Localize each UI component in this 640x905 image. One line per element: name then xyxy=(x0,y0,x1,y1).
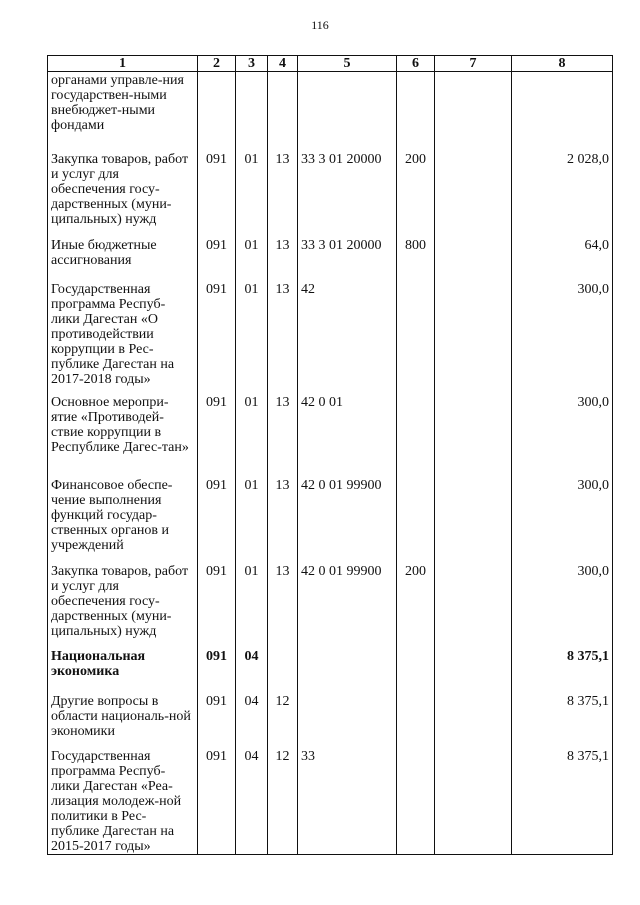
cell-expense-type xyxy=(397,694,435,749)
cell-col7 xyxy=(435,238,512,282)
cell-target-item: 42 xyxy=(298,282,397,395)
cell-expense-type: 200 xyxy=(397,152,435,238)
cell-subsection xyxy=(268,72,298,152)
cell-section: 01 xyxy=(236,152,268,238)
cell-ministry: 091 xyxy=(198,478,236,564)
table-header-row xyxy=(48,56,613,72)
column-header-1: 1 xyxy=(48,56,198,72)
table-row xyxy=(48,649,613,694)
cell-ministry: 091 xyxy=(198,694,236,749)
table-row xyxy=(48,694,613,749)
cell-subsection: 13 xyxy=(268,564,298,649)
cell-section: 01 xyxy=(236,478,268,564)
cell-col7 xyxy=(435,694,512,749)
table-row xyxy=(48,395,613,478)
cell-expense-type xyxy=(397,282,435,395)
column-header-6: 6 xyxy=(397,56,435,72)
table-row xyxy=(48,749,613,855)
cell-subsection xyxy=(268,649,298,694)
cell-section: 01 xyxy=(236,238,268,282)
row-name: Основное меропри-ятие «Противодей-ствие коррупции в Республике Дагес-тан» xyxy=(48,395,198,478)
table-row xyxy=(48,564,613,649)
cell-ministry: 091 xyxy=(198,282,236,395)
table-row xyxy=(48,72,613,152)
cell-subsection: 13 xyxy=(268,238,298,282)
row-name: органами управле-ния государствен-ными внебюджет-ными фондами xyxy=(48,72,198,152)
cell-ministry: 091 xyxy=(198,564,236,649)
cell-amount: 300,0 xyxy=(512,478,613,564)
row-name: Национальная экономика xyxy=(48,649,198,694)
cell-col7 xyxy=(435,649,512,694)
cell-ministry: 091 xyxy=(198,238,236,282)
cell-amount: 8 375,1 xyxy=(512,749,613,855)
cell-col7 xyxy=(435,395,512,478)
cell-expense-type: 200 xyxy=(397,564,435,649)
row-name: Государственная программа Респуб-лики Дагестан «О противодействии коррупции в Рес-публике Дагестан на 2017-2018 годы» xyxy=(48,282,198,395)
cell-expense-type xyxy=(397,749,435,855)
cell-subsection: 13 xyxy=(268,282,298,395)
row-name: Закупка товаров, работ и услуг для обеспечения госу-дарственных (муни-ципальных) нужд xyxy=(48,152,198,238)
row-name: Иные бюджетные ассигнования xyxy=(48,238,198,282)
row-name: Государственная программа Респуб-лики Дагестан «Реа-лизация молодеж-ной политики в Рес-публике Дагестан на 2015-2017 годы» xyxy=(48,749,198,855)
cell-amount: 300,0 xyxy=(512,395,613,478)
cell-subsection: 12 xyxy=(268,749,298,855)
cell-target-item: 42 0 01 99900 xyxy=(298,478,397,564)
cell-target-item xyxy=(298,694,397,749)
cell-amount: 8 375,1 xyxy=(512,649,613,694)
cell-target-item: 42 0 01 99900 xyxy=(298,564,397,649)
cell-target-item: 33 3 01 20000 xyxy=(298,152,397,238)
column-header-3: 3 xyxy=(236,56,268,72)
cell-section xyxy=(236,72,268,152)
table-row xyxy=(48,152,613,238)
cell-target-item: 33 3 01 20000 xyxy=(298,238,397,282)
cell-expense-type xyxy=(397,478,435,564)
table-row xyxy=(48,238,613,282)
row-name: Финансовое обеспе-чение выполнения функций государ-ственных органов и учреждений xyxy=(48,478,198,564)
cell-amount: 64,0 xyxy=(512,238,613,282)
column-header-8: 8 xyxy=(512,56,613,72)
cell-expense-type: 800 xyxy=(397,238,435,282)
cell-subsection: 13 xyxy=(268,478,298,564)
table-row xyxy=(48,478,613,564)
column-header-7: 7 xyxy=(435,56,512,72)
cell-subsection: 13 xyxy=(268,395,298,478)
cell-col7 xyxy=(435,749,512,855)
cell-amount xyxy=(512,72,613,152)
cell-section: 01 xyxy=(236,564,268,649)
page-number: 116 xyxy=(311,18,329,32)
table-row xyxy=(48,282,613,395)
cell-col7 xyxy=(435,152,512,238)
column-header-2: 2 xyxy=(198,56,236,72)
cell-amount: 2 028,0 xyxy=(512,152,613,238)
cell-section: 04 xyxy=(236,749,268,855)
cell-amount: 300,0 xyxy=(512,564,613,649)
cell-expense-type xyxy=(397,72,435,152)
cell-section: 01 xyxy=(236,282,268,395)
row-name: Другие вопросы в области националь-ной экономики xyxy=(48,694,198,749)
cell-target-item: 33 xyxy=(298,749,397,855)
cell-section: 04 xyxy=(236,649,268,694)
cell-amount: 300,0 xyxy=(512,282,613,395)
cell-expense-type xyxy=(397,395,435,478)
cell-col7 xyxy=(435,72,512,152)
cell-subsection: 12 xyxy=(268,694,298,749)
cell-section: 01 xyxy=(236,395,268,478)
cell-target-item xyxy=(298,649,397,694)
cell-ministry: 091 xyxy=(198,649,236,694)
budget-table xyxy=(47,55,613,855)
column-header-5: 5 xyxy=(298,56,397,72)
cell-ministry: 091 xyxy=(198,395,236,478)
cell-amount: 8 375,1 xyxy=(512,694,613,749)
cell-col7 xyxy=(435,564,512,649)
cell-target-item xyxy=(298,72,397,152)
cell-section: 04 xyxy=(236,694,268,749)
cell-col7 xyxy=(435,282,512,395)
column-header-4: 4 xyxy=(268,56,298,72)
cell-ministry xyxy=(198,72,236,152)
cell-expense-type xyxy=(397,649,435,694)
cell-col7 xyxy=(435,478,512,564)
cell-ministry: 091 xyxy=(198,152,236,238)
cell-target-item: 42 0 01 xyxy=(298,395,397,478)
row-name: Закупка товаров, работ и услуг для обеспечения госу-дарственных (муни-ципальных) нужд xyxy=(48,564,198,649)
cell-ministry: 091 xyxy=(198,749,236,855)
cell-subsection: 13 xyxy=(268,152,298,238)
